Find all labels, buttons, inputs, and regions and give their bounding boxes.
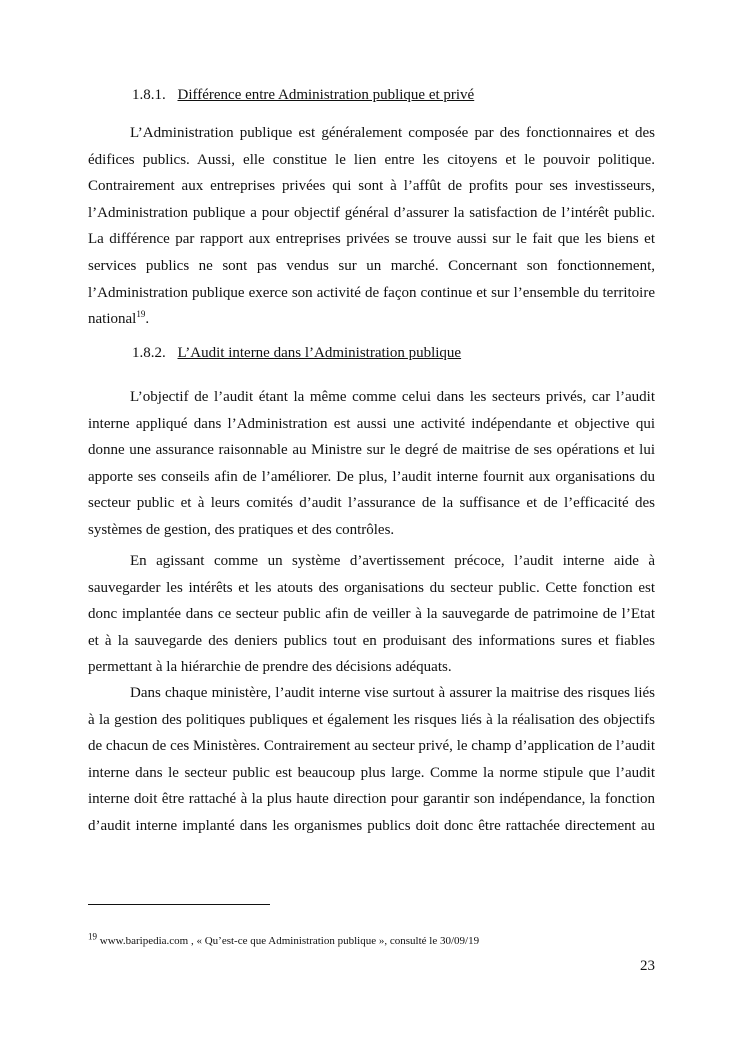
text-line: de chacun de ces Ministères. Contrairement au secteur privé, le champ d’application de l’audit	[88, 738, 655, 755]
footnote-divider	[88, 904, 270, 905]
text-line: services publics ne sont pas vendus sur un marché. Concernant son fonctionnement,	[88, 257, 655, 274]
section-title: Différence entre Administration publique et privé	[177, 87, 475, 103]
footnote-reference[interactable]: 19	[136, 309, 146, 320]
text-line: En agissant comme un système d’avertissement précoce, l’audit interne aide à	[130, 553, 655, 569]
section-heading-1-8-2	[132, 345, 461, 362]
text-line: interne dans le secteur public est beaucoup plus large. Comme la norme stipule que l’audit	[88, 764, 655, 781]
text-line: L’objectif de l’audit étant la même comme celui dans les secteurs privés, car l’audit	[130, 389, 655, 405]
text-line: systèmes de gestion, des pratiques et des contrôles.	[88, 521, 395, 538]
paragraph-1	[88, 120, 655, 333]
paragraph-4	[88, 680, 655, 840]
text-line: interne doit être rattaché à la plus haute direction pour garantir son indépendance, la fonction	[88, 791, 655, 808]
text-line	[88, 306, 655, 333]
section-heading-1-8-1	[132, 87, 474, 104]
text-line: à la gestion des politiques publiques et également les risques liés à la réalisation des objectifs	[88, 711, 655, 728]
footnote-text: www.baripedia.com , « Qu’est-ce que Administration publique », consulté le 30/09/19	[97, 935, 480, 947]
section-number: 1.8.1.	[132, 87, 166, 103]
text-line: L’Administration publique est généralement composée par des fonctionnaires et des	[130, 125, 655, 141]
text: .	[145, 311, 150, 328]
text-line: Contrairement aux entreprises privées qui sont à l’affût de profits pour ses investisseurs,	[88, 178, 655, 195]
text-line: sauvegarder les intérêts et les atouts des organisations du secteur public. Cette fonction est	[88, 579, 655, 596]
page-number: 23	[640, 958, 655, 974]
paragraph-2	[88, 384, 655, 544]
text-line: permettant à la hiérarchie de prendre des décisions adéquats.	[88, 659, 452, 676]
text-line: l’Administration publique a pour objectif général d’assurer la satisfaction de l’intérêt public.	[88, 204, 655, 221]
paragraph-3	[88, 548, 655, 681]
text-line: l’Administration publique exerce son activité de façon continue et sur l’ensemble du territoire	[88, 284, 655, 301]
section-title: L’Audit interne dans l’Administration publique	[177, 345, 462, 361]
section-number: 1.8.2.	[132, 345, 166, 361]
text-line: d’audit interne implanté dans les organismes publics doit donc être rattachée directement au	[88, 817, 655, 834]
text-line: donc implantée dans ce secteur public afin de veiller à la sauvegarde de patrimoine de l’Etat	[88, 606, 655, 623]
text: national	[88, 311, 137, 328]
text-line: apporte ses conseils afin de l’améliorer. De plus, l’audit interne fournit aux organisations du	[88, 468, 655, 485]
text-line: secteur public et à leurs comités d’audit l’assurance de la suffisance et de l’efficacité des	[88, 495, 655, 512]
footnote	[88, 931, 480, 947]
text-line: édifices publics. Aussi, elle constitue le lien entre les citoyens et le pouvoir politique.	[88, 151, 655, 168]
text-line: donne une assurance raisonnable au Ministre sur le degré de maitrise de ses opérations et lui	[88, 442, 655, 459]
footnote-number: 19	[88, 931, 97, 942]
text-line: interne appliqué dans l’Administration est aussi une activité indépendante et objective qui	[88, 415, 655, 432]
text-line: Dans chaque ministère, l’audit interne vise surtout à assurer la maitrise des risques liés	[130, 685, 655, 701]
text-line: et à la sauvegarde des deniers publics tout en produisant des informations sures et fiables	[88, 632, 655, 649]
text-line: La différence par rapport aux entreprises privées se trouve aussi sur le fait que les biens et	[88, 231, 655, 248]
